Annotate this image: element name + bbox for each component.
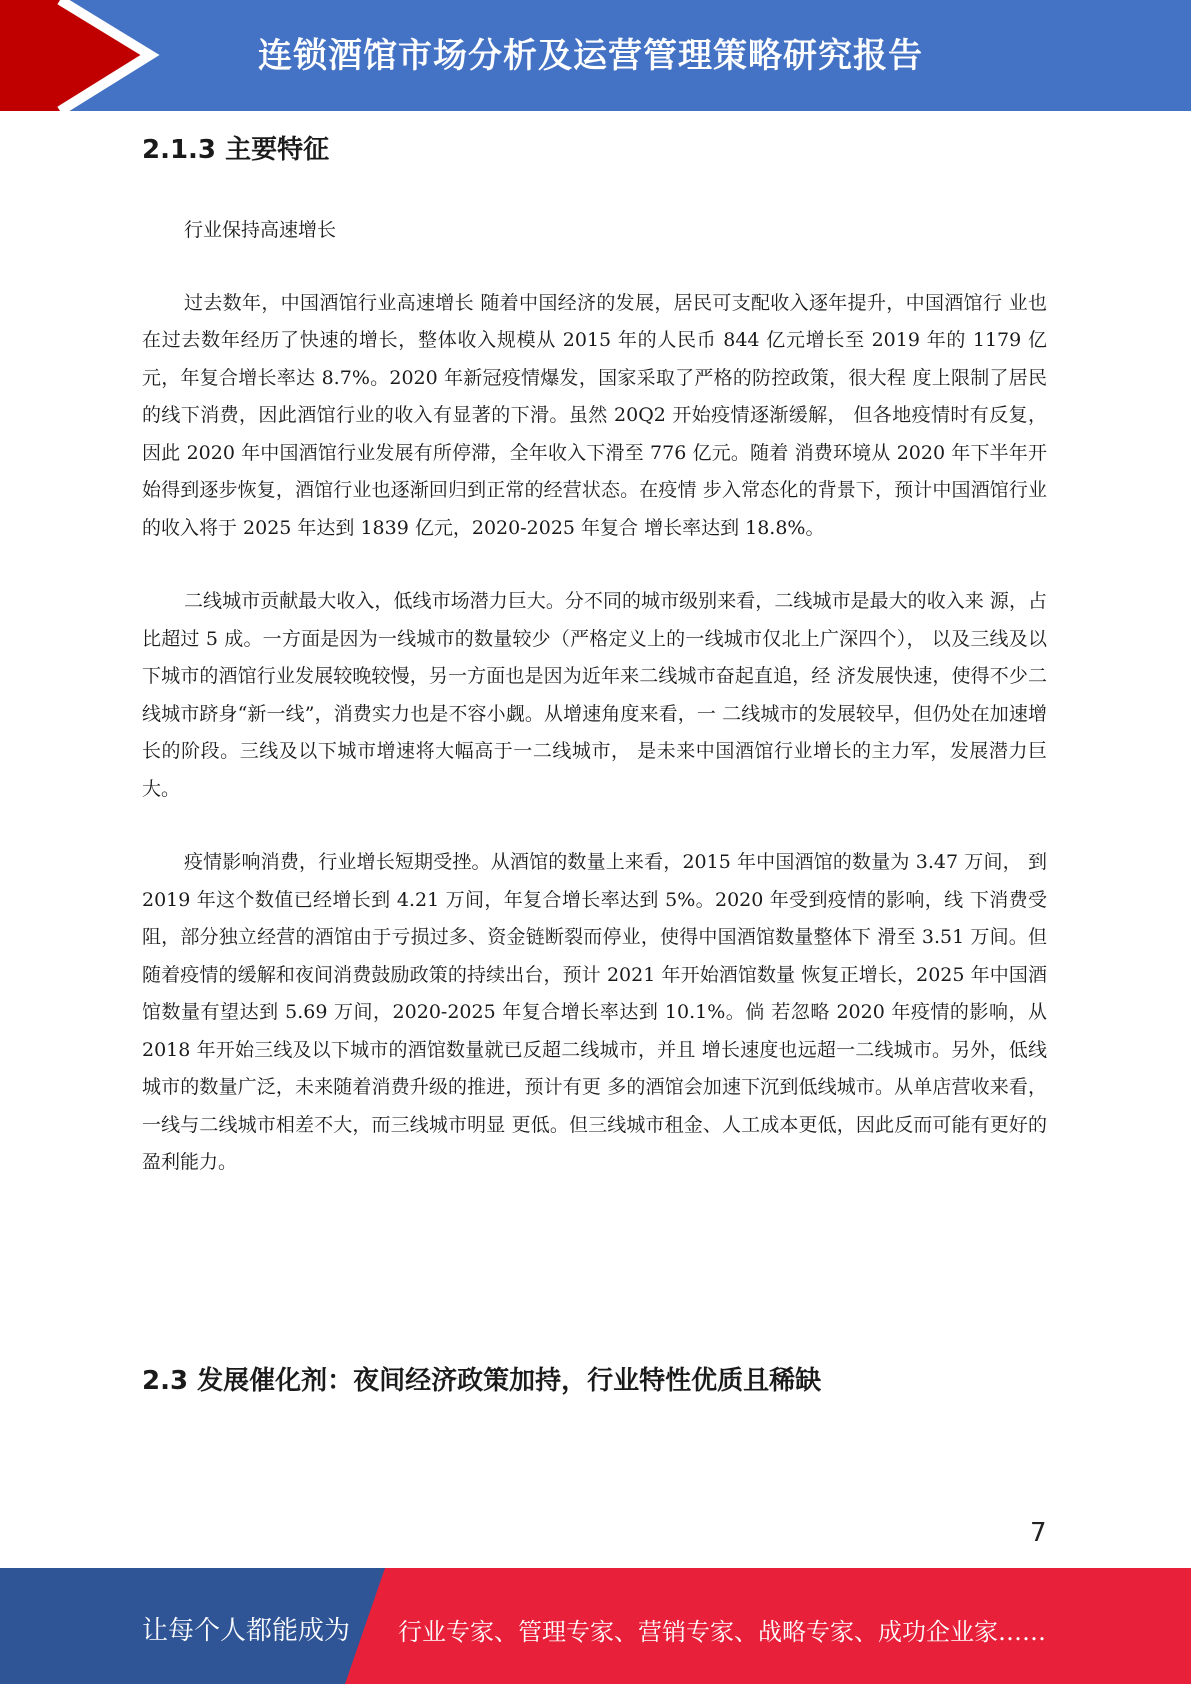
section-heading-2-1-3: 2.1.3 主要特征 <box>142 135 330 165</box>
footer-slogan-left: 让每个人都能成为 <box>142 1616 351 1646</box>
header-chevron-icon <box>0 0 160 111</box>
page-header <box>0 0 1191 111</box>
page-number: 7 <box>1030 1518 1047 1548</box>
paragraph: 疫情影响消费，行业增长短期受挫。从酒馆的数量上来看，2015 年中国酒馆的数量为 3.47 万间， 到 2019 年这个数值已经增长到 4.21 万间，年复合增长率达到 5%。2020 年受到疫情的影响，线 下消费受阻，部分独立经营的酒馆由于亏损过多、资金链断裂而停业，使得中国酒馆数量整体下 滑至 3.51 万间。但随着疫情的缓解和夜间消费鼓励政策的持续出台，预计 2021 年开始酒馆数量 恢复正增长，2025 年中国酒馆数量有望达到 5.69 万间，2020-2025 年复合增长率达到 10.1%。倘 若忽略 2020 年疫情的影响，从 2018 年开始三线及以下城市的酒馆数量就已反超二线城市，并且 增长速度也远超一二线城市。另外，低线城市的数量广泛，未来随着消费升级的推进，预计有更 多的酒馆会加速下沉到低线城市。从单店营收来看，一线与二线城市相差不大，而三线城市明显 更低。但三线城市租金、人工成本更低，因此反而可能有更好的盈利能力。 <box>142 851 1047 1173</box>
main-content <box>142 130 1047 1182</box>
section-heading-2-3: 2.3 发展催化剂：夜间经济政策加持，行业特性优质且稀缺 <box>142 1366 822 1396</box>
report-title: 连锁酒馆市场分析及运营管理策略研究报告 <box>258 36 923 76</box>
paragraph: 过去数年，中国酒馆行业高速增长 随着中国经济的发展，居民可支配收入逐年提升，中国酒馆行 业也在过去数年经历了快速的增长，整体收入规模从 2015 年的人民币 844 亿元增长至 2019 年的 1179 亿元，年复合增长率达 8.7%。2020 年新冠疫情爆发，国家采取了严格的防控政策，很大程 度上限制了居民的线下消费，因此酒馆行业的收入有显著的下滑。虽然 20Q2 开始疫情逐渐缓解， 但各地疫情时有反复，因此 2020 年中国酒馆行业发展有所停滞，全年收入下滑至 776 亿元。随着 消费环境从 2020 年下半年开始得到逐步恢复，酒馆行业也逐渐回归到正常的经营状态。在疫情 步入常态化的背景下，预计中国酒馆行业的收入将于 2025 年达到 1839 亿元，2020-2025 年复合 增长率达到 18.8%。 <box>142 291 1047 539</box>
paragraph: 二线城市贡献最大收入，低线市场潜力巨大。分不同的城市级别来看，二线城市是最大的收入来 源，占比超过 5 成。一方面是因为一线城市的数量较少（严格定义上的一线城市仅北上广深四个）， 以及三线及以下城市的酒馆行业发展较晚较慢，另一方面也是因为近年来二线城市奋起直追，经 济发展快速，使得不少二线城市跻身“新一线”，消费实力也是不容小觑。从增速角度来看，一 二线城市的发展较早，但仍处在加速增长的阶段。三线及以下城市增速将大幅高于一二线城市， 是未来中国酒馆行业增长的主力军，发展潜力巨大。 <box>142 590 1047 800</box>
footer-slogan-right: 行业专家、管理专家、营销专家、战略专家、成功企业家…… <box>398 1618 1046 1646</box>
page-footer <box>0 1568 1191 1684</box>
paragraph: 行业保持高速增长 <box>184 219 337 241</box>
